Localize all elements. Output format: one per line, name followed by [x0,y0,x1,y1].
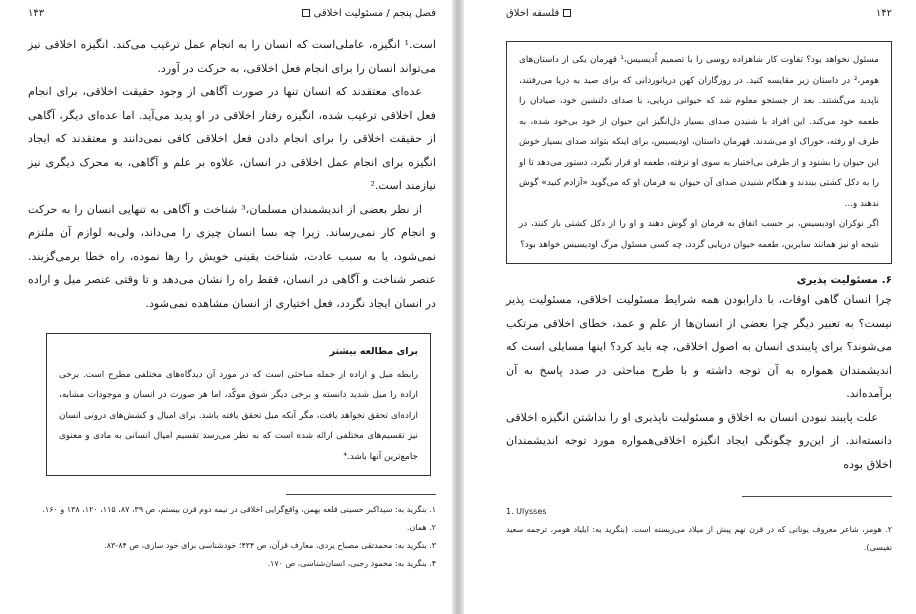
section-heading: ۶. مسئولیت پذیری [796,274,892,286]
story-box [506,41,892,264]
further-reading-box [46,333,431,476]
footnote-rule [286,494,436,495]
book-gutter [452,0,464,614]
right-page [466,0,916,614]
footnote: ۳. بنگرید به: محمدتقی مصباح یزدی، معارف قرآن، ص ۴۳۴؛ خودشناسی برای خود سازی، ص ۸۴-۸۳. [104,541,436,550]
square-bullet-icon [302,9,310,17]
left-page-number: ۱۴۳ [28,8,45,19]
right-page-number: ۱۴۲ [875,8,892,19]
paragraph: از نظر بعضی از اندیشمندان مسلمان،³ شناخت و آگاهی به تنهایی انسان را به حرکت و انجام کار نمی‌رساند. زیرا چه بسا انسان چیزی را می‌داند، ولی‌به لوازم آن ملتزم نمی‌شود، یا به سبب عادت، شناخت یقینی خویش را رها نموده، راه خطا برمی‌گزیند. عنصر شناخت و آگاهی در انسان، فقط راه را نشان می‌دهد و تا وقتی عنصر میل و اراده در انسان ایجاد نگردد، فعل اختیاری از انسان مشاهده نمی‌شود. [28,202,436,310]
paragraph: علت پایبند نبودن انسان به اخلاق و مسئولیت ناپذیری او را نداشتن انگیزه اخلاقی دانسته‌اند. از این‌رو چگونگی ایجاد انگیزه اخلاقی‌همواره مورد توجه اندیشمندان اخلاق بوده [506,410,892,471]
box-text: مسئول نخواهد بود؟ تفاوت کار شاهزاده روسی را با تصمیم اُدیسیس،¹ قهرمان یکی از داستان‌های هومر،² در داستان زیر مقایسه کنید. در روزگاران کهن دریانوردانی که برای صید به دریا می‌رفتند، ناپدید می‌گشتند. بعد از جستجو معلوم شد که حیوانی دریایی، با صدای دلنشین خود، صیادان را طعمه خود می‌کند. این افراد با شنیدن صدای بسیار دل‌انگیز این حیوان از خود بی‌خود شده، به طرف او رفته، خوراک او می‌شدند. قهرمان داستان، اودیسیس، برای اینکه بتواند صدای بسیار خوش این حیوان را بشنود و از طرفی بی‌اختیار به سوی او نرفته، طعمه او قرار نگیرد، دستور می‌دهد تا او را به دکل کشتی ببندند و هنگام شنیدن صدای آن حیوان به فرمان او که می‌گوید «آزادم کنید» گوش ندهند و... [519,55,879,209]
right-body-text [506,288,892,476]
paragraph: عده‌ای معتقدند که انسان تنها در صورت آگاهی از وجود حقیقت اخلاقی، برای انجام فعل اخلاقی ترغیب شده، انگیزه رفتار اخلاقی در او پدید می‌آید. اما عده‌ای دیگر، آگاهی از حقیقت اخلاقی را برای انجام دادن فعل اخلاقی کافی نمی‌دانند و معتقدند که ایجاد انگیزه برای انجام عمل اخلاقی در انسان، علاوه بر علم و آگاهی، به محرک دیگری نیز نیازمند است.² [28,85,436,192]
footnote: ۱. بنگرید به: سیداکبر حسینی قلعه بهمن، واقع‌گرایی اخلاقی در نیمه دوم قرن بیستم، ص ۳۹، ۸۷، ۱۱۵، ۱۲۰، ۱۳۸ و ۱۶۰. [42,505,436,514]
footnote: ۲. هومر، شاعر معروف یونانی که در قرن نهم پیش از میلاد می‌زیسته است. (بنگرید به: ایلیاد هومر، ترجمه سعید نفیسی). [506,525,892,552]
footnote: ۲. همان. [406,523,436,532]
left-body-text [28,33,436,315]
footnote: ۴. بنگرید به: محمود رجبی، انسان‌شناسی، ص ۱۷۰. [267,559,436,568]
square-bullet-icon [563,9,571,17]
left-header-title: فصل پنجم / مسئولیت اخلاقی [298,8,436,19]
right-header-title: فلسفه اخلاق [506,8,575,19]
paragraph: چرا انسان گاهی اوقات، با دارابودن همه شرایط مسئولیت اخلاقی، مسئولیت پذیر نیست؟ به تعبیر دیگر چرا بعضی از انسان‌ها از علم و عمد، خطای اخلاقی مرتکب می‌شوند؟ برای پایبندی انسان به اصول اخلاقی، چه باید کرد؟ اینها مسایلی است که اندیشمندان همواره به آن توجه داشته و با طرح مباحثی در صدد پاسخ به آن برآمده‌اند. [506,293,892,400]
box-text: رابطه میل و اراده از جمله مباحثی است که در مورد آن دیدگاه‌های مختلفی مطرح است. برخی اراده را میل شدید دانسته و برخی دیگر شوق موکّد، اما هر صورت در انسان و موجودات مشابه، اراده‌ای تحقق نخواهد یافت، مگر آنکه میل تحقق یافته باشد. برای امیال و کشش‌های درونی انسان نیز تقسیم‌های مختلفی ارائه شده است که به نظر می‌رسد تقسیم امیال انسانی به مادی و معنوی جامع‌ترین آنها باشد.⁴ [59,369,418,462]
box-text: اگر نوکران اودیسیس، بر حسب اتفاق به فرمان او گوش دهند و او را از دکل کشتی باز کنند، در نتیجه او نیز همانند سایرین، طعمه حیوان دریایی گردد، چه کسی مسئول مرگ اودیسیس خواهد بود؟ [519,219,879,250]
footnote-rule [742,496,892,497]
box-title: برای مطالعه بیشتر [329,346,418,357]
left-page [0,0,450,614]
right-footnotes [506,496,892,557]
footnote: 1. Ulysses [506,507,547,516]
right-running-head [506,8,892,19]
paragraph: است.¹ انگیزه، عاملی‌است که انسان را به انجام عمل ترغیب می‌کند. انگیزه اخلاقی نیز می‌تواند انسان را برای انجام فعل اخلاقی، به حرکت در آورد. [28,38,436,75]
left-running-head [28,8,436,19]
left-footnotes [28,494,436,573]
